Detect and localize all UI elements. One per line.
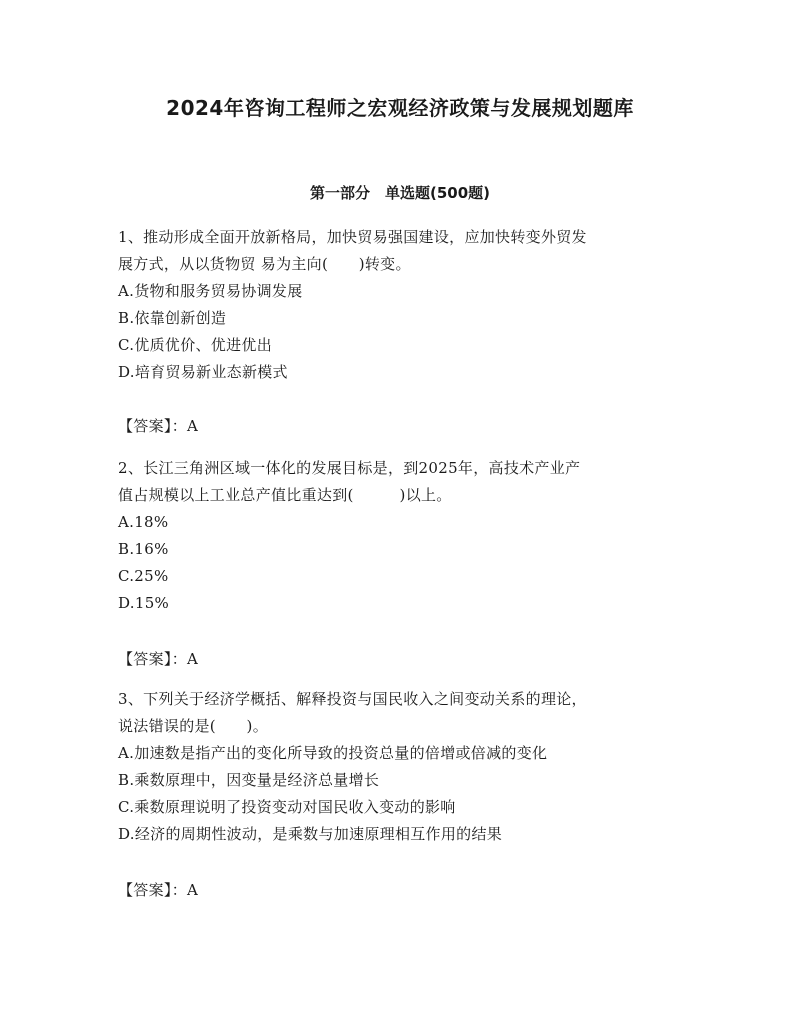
question-3-option-d: D.经济的周期性波动，是乘数与加速原理相互作用的结果: [118, 825, 503, 843]
question-1-stem-line-1: 1、推动形成全面开放新格局，加快贸易强国建设，应加快转变外贸发: [118, 228, 587, 246]
question-2-option-c: C.25%: [118, 567, 169, 585]
question-1-answer: 【答案】：A: [118, 417, 199, 435]
question-1-option-b: B.依靠创新创造: [118, 309, 227, 327]
question-1-stem-line-2: 展方式，从以货物贸 易为主向( )转变。: [118, 255, 411, 273]
question-3-option-a: A.加速数是指产出的变化所导致的投资总量的倍增或倍减的变化: [118, 744, 548, 762]
question-2-option-d: D.15%: [118, 594, 170, 612]
question-2-stem-line-1: 2、长江三角洲区域一体化的发展目标是，到2025年，高技术产业产: [118, 459, 581, 477]
question-3-stem-line-2: 说法错误的是( )。: [118, 717, 269, 735]
section-title: 第一部分 单选题(500题): [309, 184, 491, 202]
question-3-answer: 【答案】：A: [118, 881, 199, 899]
question-3-option-b: B.乘数原理中，因变量是经济总量增长: [118, 771, 380, 789]
question-2-option-a: A.18%: [118, 513, 169, 531]
question-2-stem-line-2: 值占规模以上工业总产值比重达到( )以上。: [118, 486, 452, 504]
document-title: 2024年咨询工程师之宏观经济政策与发展规划题库: [166, 96, 634, 120]
question-3-stem-line-1: 3、下列关于经济学概括、解释投资与国民收入之间变动关系的理论，: [118, 690, 587, 708]
question-1-option-a: A.货物和服务贸易协调发展: [118, 282, 303, 300]
question-1-option-d: D.培育贸易新业态新模式: [118, 363, 288, 381]
question-1-option-c: C.优质优价、优进优出: [118, 336, 273, 354]
question-2-answer: 【答案】：A: [118, 650, 199, 668]
question-3-option-c: C.乘数原理说明了投资变动对国民收入变动的影响: [118, 798, 456, 816]
question-2-option-b: B.16%: [118, 540, 169, 558]
